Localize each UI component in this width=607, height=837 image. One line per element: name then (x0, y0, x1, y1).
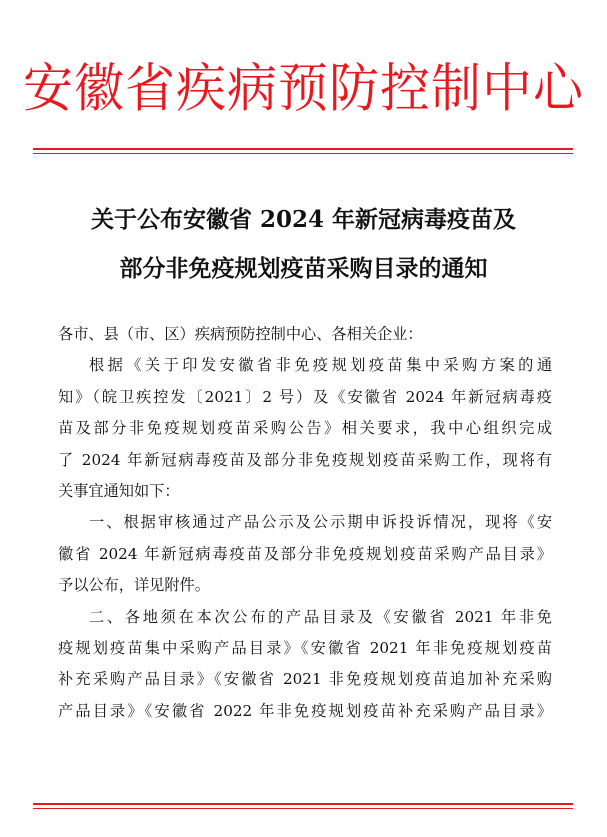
paragraph-line: 产品目录》《安徽省 2022 年非免疫规划疫苗补充采购产品目录》 (58, 701, 552, 720)
paragraph-line: 二、各地须在本次公布的产品目录及《安徽省 2021 年非免 (89, 607, 552, 626)
paragraph-line: 一、根据审核通过产品公示及公示期申诉投诉情况，现将《安 (89, 513, 552, 532)
paragraph-line: 补充采购产品目录》《安徽省 2021 非免疫规划疫苗追加补充采购 (58, 670, 552, 689)
paragraph-line: 予以公布，详见附件。 (58, 576, 210, 595)
document-title-line-1: 关于公布安徽省 2024 年新冠病毒疫苗及 (90, 206, 517, 233)
footer-rule-thick (33, 803, 573, 805)
paragraph-line: 根据《关于印发安徽省非免疫规划疫苗集中采购方案的通 (89, 356, 552, 375)
footer-rule-thin (33, 808, 573, 809)
paragraph-line: 关事宜通知如下： (58, 482, 180, 501)
org-header: 安徽省疾病预防控制中心 (23, 57, 584, 119)
salutation: 各市、县（市、区）疾病预防控制中心、各相关企业： (58, 325, 423, 343)
document-body (58, 319, 552, 727)
paragraph-line: 了 2024 年新冠病毒疫苗及部分非免疫规划疫苗采购工作，现将有 (58, 450, 552, 469)
paragraph-line: 徽省 2024 年新冠病毒疫苗及部分非免疫规划疫苗采购产品目录》 (58, 544, 552, 563)
paragraph-line: 苗及部分非免疫规划疫苗采购公告》相关要求，我中心组织完成 (58, 419, 552, 438)
paragraph-line: 疫规划疫苗集中采购产品目录》《安徽省 2021 年非免疫规划疫苗 (58, 639, 552, 658)
paragraph-line: 知》（皖卫疾控发〔2021〕2 号）及《安徽省 2024 年新冠病毒疫 (58, 387, 552, 406)
document-title-line-2: 部分非免疫规划疫苗采购目录的通知 (119, 255, 488, 282)
header-rule-thin (33, 153, 573, 154)
header-rule-thick (33, 148, 573, 150)
